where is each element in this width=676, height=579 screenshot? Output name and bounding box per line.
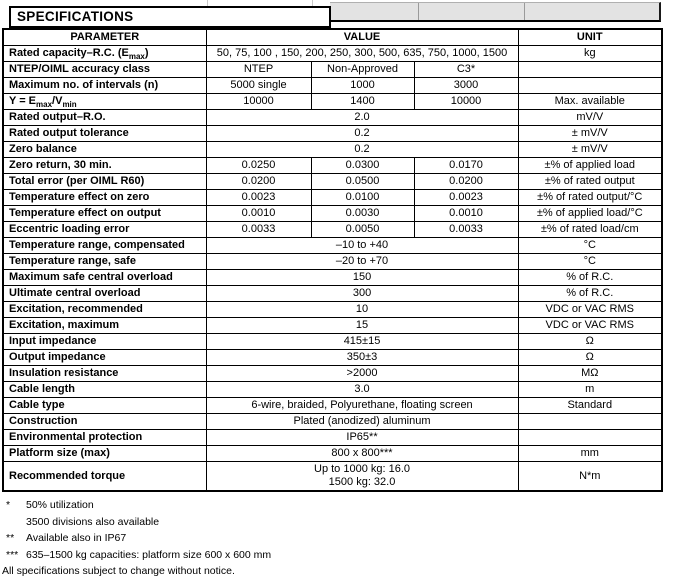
column-header-value: VALUE (206, 29, 518, 46)
footnotes (0, 497, 676, 579)
unit-cell: mV/V (518, 110, 662, 126)
value-cell: 0.0200 (414, 174, 518, 190)
value-cell: NTEP (206, 62, 311, 78)
parameter-cell: Excitation, maximum (3, 318, 206, 334)
value-cell: 0.0033 (206, 222, 311, 238)
unit-cell: ±% of rated load/cm (518, 222, 662, 238)
footnote-marker: ** (6, 532, 15, 544)
footnote-text: 3500 divisions also available (26, 515, 160, 528)
footnote-marker: * (6, 499, 11, 511)
parameter-cell: Input impedance (3, 334, 206, 350)
table-row (3, 142, 662, 158)
footnote-marker: *** (6, 548, 19, 561)
parameter-cell: Maximum safe central overload (3, 270, 206, 286)
parameter-cell: Rated output–R.O. (3, 110, 206, 126)
value-cell: 1000 (311, 78, 414, 94)
table-row (3, 78, 662, 94)
value-cell: 10000 (206, 94, 311, 110)
table-row (3, 46, 662, 62)
value-cell: 0.2 (206, 142, 518, 158)
value-cell: 800 x 800*** (206, 446, 518, 462)
unit-cell: Ω (518, 350, 662, 366)
value-cell: 0.0010 (414, 206, 518, 222)
value-cell: 0.0010 (206, 206, 311, 222)
parameter-cell: Cable length (3, 382, 206, 398)
footnote-marker (6, 514, 26, 531)
table-row (3, 334, 662, 350)
footnote-line (6, 497, 676, 514)
value-cell: 0.0030 (311, 206, 414, 222)
table-row (3, 430, 662, 446)
parameter-cell: Zero return, 30 min. (3, 158, 206, 174)
table-row (3, 446, 662, 462)
unit-cell: °C (518, 254, 662, 270)
value-cell: Plated (anodized) aluminum (206, 414, 518, 430)
unit-cell: m (518, 382, 662, 398)
value-cell: 0.0023 (414, 190, 518, 206)
parameter-cell: Temperature range, safe (3, 254, 206, 270)
disclaimer-line (2, 564, 676, 579)
value-cell: >2000 (206, 366, 518, 382)
table-row (3, 94, 662, 110)
table-row (3, 414, 662, 430)
parameter-cell: Environmental protection (3, 430, 206, 446)
value-cell: 10 (206, 302, 518, 318)
column-header-unit: UNIT (518, 29, 662, 46)
footnote-line (6, 514, 676, 531)
value-cell: 0.0050 (311, 222, 414, 238)
value-cell: 3000 (414, 78, 518, 94)
value-cell: –10 to +40 (206, 238, 518, 254)
parameter-cell: Output impedance (3, 350, 206, 366)
footnote-line (6, 547, 676, 564)
value-cell: 150 (206, 270, 518, 286)
unit-cell: % of R.C. (518, 270, 662, 286)
unit-cell: Standard (518, 398, 662, 414)
unit-cell (518, 62, 662, 78)
unit-cell: ±% of rated output/°C (518, 190, 662, 206)
value-cell: C3* (414, 62, 518, 78)
unit-cell: ±% of rated output (518, 174, 662, 190)
parameter-cell: Construction (3, 414, 206, 430)
table-row (3, 350, 662, 366)
table-row (3, 190, 662, 206)
value-cell: IP65** (206, 430, 518, 446)
table-row (3, 398, 662, 414)
unit-cell: VDC or VAC RMS (518, 302, 662, 318)
table-row (3, 110, 662, 126)
spec-table-body (3, 46, 662, 492)
value-cell: 0.0170 (414, 158, 518, 174)
table-row (3, 462, 662, 492)
column-header-parameter: PARAMETER (3, 29, 206, 46)
parameter-cell: Temperature range, compensated (3, 238, 206, 254)
table-row (3, 62, 662, 78)
value-cell: 0.0200 (206, 174, 311, 190)
value-cell: 350±3 (206, 350, 518, 366)
table-row (3, 286, 662, 302)
parameter-cell: Ultimate central overload (3, 286, 206, 302)
table-row (3, 366, 662, 382)
table-row (3, 254, 662, 270)
unit-cell: N*m (518, 462, 662, 492)
unit-cell: mm (518, 446, 662, 462)
unit-cell: ±% of applied load/°C (518, 206, 662, 222)
parameter-cell: Temperature effect on output (3, 206, 206, 222)
table-row (3, 126, 662, 142)
parameter-cell: Rated output tolerance (3, 126, 206, 142)
unit-cell (518, 414, 662, 430)
table-row (3, 382, 662, 398)
value-cell: 3.0 (206, 382, 518, 398)
parameter-cell: NTEP/OIML accuracy class (3, 62, 206, 78)
value-cell: 415±15 (206, 334, 518, 350)
table-row (3, 238, 662, 254)
value-cell: 1400 (311, 94, 414, 110)
unit-cell: VDC or VAC RMS (518, 318, 662, 334)
value-cell: –20 to +70 (206, 254, 518, 270)
value-cell: 5000 single (206, 78, 311, 94)
value-cell: 0.0500 (311, 174, 414, 190)
footnote-text: 635–1500 kg capacities: platform size 600 x 600 mm (26, 548, 272, 561)
unit-cell: ± mV/V (518, 142, 662, 158)
parameter-cell: Platform size (max) (3, 446, 206, 462)
value-cell: 0.0300 (311, 158, 414, 174)
value-cell: 6-wire, braided, Polyurethane, floating screen (206, 398, 518, 414)
value-cell: 10000 (414, 94, 518, 110)
value-cell: 0.0100 (311, 190, 414, 206)
parameter-cell: Rated capacity–R.C. $(E_{max})$ (3, 46, 206, 62)
column-guide-tick (418, 3, 419, 20)
unit-cell: % of R.C. (518, 286, 662, 302)
value-cell: 15 (206, 318, 518, 334)
table-row (3, 302, 662, 318)
unit-cell (518, 78, 662, 94)
parameter-cell: Eccentric loading error (3, 222, 206, 238)
unit-cell: ± mV/V (518, 126, 662, 142)
footnote-text: All specifications subject to change without notice. (2, 565, 235, 577)
value-cell: 300 (206, 286, 518, 302)
parameter-cell: Total error (per OIML R60) (3, 174, 206, 190)
value-cell: 0.0250 (206, 158, 311, 174)
unit-cell: Ω (518, 334, 662, 350)
value-cell: Non-Approved (311, 62, 414, 78)
value-cell: 2.0 (206, 110, 518, 126)
parameter-cell: Excitation, recommended (3, 302, 206, 318)
specifications-table (2, 28, 663, 492)
parameter-cell: Cable type (3, 398, 206, 414)
column-guide-tick (524, 3, 525, 20)
parameter-cell: Zero balance (3, 142, 206, 158)
specifications-title: SPECIFICATIONS (9, 6, 331, 29)
parameter-cell: Maximum no. of intervals (n) (3, 78, 206, 94)
table-row (3, 206, 662, 222)
table-top-header (0, 0, 676, 28)
table-row (3, 270, 662, 286)
unit-cell: °C (518, 238, 662, 254)
unit-cell: ±% of applied load (518, 158, 662, 174)
unit-cell: kg (518, 46, 662, 62)
value-cell: 50, 75, 100 , 150, 200, 250, 300, 500, 635, 750, 1000, 1500 (206, 46, 518, 62)
table-row (3, 174, 662, 190)
value-cell: 0.2 (206, 126, 518, 142)
footnote-line (6, 530, 676, 547)
table-header-row (3, 29, 662, 46)
value-cell: 0.0033 (414, 222, 518, 238)
unit-cell: Max. available (518, 94, 662, 110)
parameter-cell: $Y = E_{max}/V_{min}$ (3, 94, 206, 110)
table-row (3, 158, 662, 174)
parameter-cell: Recommended torque (3, 462, 206, 492)
unit-cell: MΩ (518, 366, 662, 382)
footnote-text: Available also in IP67 (26, 532, 127, 544)
value-cell: 0.0023 (206, 190, 311, 206)
header-shaded-band (330, 2, 661, 22)
table-row (3, 222, 662, 238)
footnote-text: 50% utilization (26, 499, 94, 511)
unit-cell (518, 430, 662, 446)
parameter-cell: Insulation resistance (3, 366, 206, 382)
table-row (3, 318, 662, 334)
value-cell: Up to 1000 kg: 16.0 1500 kg: 32.0 (206, 462, 518, 492)
parameter-cell: Temperature effect on zero (3, 190, 206, 206)
